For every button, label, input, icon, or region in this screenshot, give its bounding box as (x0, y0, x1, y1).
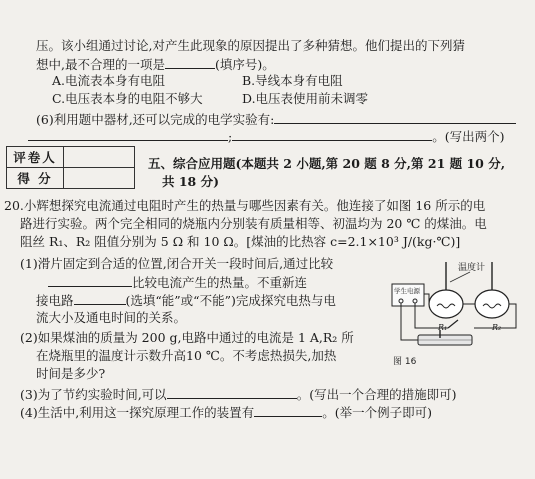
q20-p1-blank-2[interactable] (74, 292, 126, 305)
q20-intro-1: 20.小辉想探究电流通过电阻时产生的热量与哪些因素有关。他连接了如图 16 所示的电 (4, 198, 486, 213)
flask-2 (475, 290, 509, 318)
q20-p4-text: (4)生活中,利用这一探究原理工作的装置有 (20, 405, 255, 420)
q6-blank-2[interactable] (28, 128, 228, 141)
score-label: 得 分 (7, 168, 64, 189)
q20-p1-line2 (48, 274, 307, 291)
q19-line2-text: 想中,最不合理的一项是 (36, 57, 165, 72)
q20-p2-a: (2)如果煤油的质量为 200 g,电路中通过的电流是 1 A,R₂ 所 (20, 330, 354, 345)
flask-1 (429, 290, 463, 318)
q20-p3-hint: 。(写出一个合理的措施即可) (296, 387, 457, 402)
q20-p4 (20, 404, 432, 421)
q20-p1-b: 比较电流产生的热量。不重新连 (132, 275, 308, 290)
r1-label: R₁ (438, 323, 448, 332)
q6-semicolon: ; (228, 129, 233, 144)
q6-hint: 。(写出两个) (432, 129, 505, 144)
option-d: D.电压表使用前未调零 (242, 91, 369, 106)
q20-p3 (20, 386, 456, 403)
q6-blank-1[interactable] (274, 111, 516, 124)
q20-p1-line3 (36, 292, 336, 309)
score-cell[interactable] (64, 168, 135, 189)
q20-p3-text: (3)为了节约实验时间,可以 (20, 387, 167, 402)
option-c: C.电压表本身的电阻不够大 (52, 91, 203, 106)
score-table (6, 146, 135, 189)
power-supply-label: 学生电源 (394, 287, 420, 295)
r2-label: R₂ (492, 323, 502, 332)
q20-p3-blank[interactable] (167, 386, 297, 399)
q6-line1 (36, 111, 516, 128)
q20-p1-a: (1)滑片固定到合适的位置,闭合开关一段时间后,通过比较 (20, 256, 334, 271)
section-title-line2: 共 18 分) (162, 174, 220, 189)
reviewer-label: 评卷人 (7, 147, 64, 168)
q20-p4-hint: 。(举一个例子即可) (322, 405, 432, 420)
q20-p1-blank-1[interactable] (48, 274, 132, 287)
circuit-diagram (388, 258, 533, 373)
q6-text: (6)利用题中器材,还可以完成的电学实验有: (36, 112, 275, 127)
q20-p1-d: (选填“能”或“不能”)完成探究电热与电 (125, 293, 336, 308)
q20-p1-c: 接电路 (36, 293, 74, 308)
q20-p2-c: 时间是多少? (36, 366, 106, 381)
q19-line2-hint: (填序号)。 (214, 57, 275, 72)
q19-line2 (36, 56, 275, 73)
section-title-line1: 五、综合应用题(本题共 2 小题,第 20 题 8 分,第 21 题 10 分, (148, 156, 506, 171)
figure-caption: 图 16 (393, 357, 417, 367)
reviewer-cell[interactable] (64, 147, 135, 168)
thermometer-label: 温度计 (458, 263, 486, 273)
wire-1 (424, 294, 429, 304)
thermometer-leader (450, 272, 470, 282)
q20-intro-3: 阻丝 R₁、R₂ 阻值分别为 5 Ω 和 10 Ω。[煤油的比热容 c=2.1×10³ J/(kg·℃)] (20, 234, 461, 249)
q20-intro-2: 路进行实验。两个完全相同的烧瓶内分别装有质量相等、初温均为 20 ℃ 的煤油。电 (20, 216, 487, 231)
q6-blank-3[interactable] (232, 128, 432, 141)
switch-lever (448, 320, 458, 328)
q20-p2-b: 在烧瓶里的温度计示数升高10 ℃。不考虑热损失,加热 (36, 348, 337, 363)
option-b: B.导线本身有电阻 (242, 73, 343, 88)
q20-p4-blank[interactable] (254, 404, 322, 417)
option-a: A.电流表本身有电阻 (52, 73, 166, 88)
q20-p1-e: 流大小及通电时间的关系。 (36, 310, 187, 325)
figure-16 (388, 258, 533, 373)
q19-line1: 压。该小组通过讨论,对产生此现象的原因提出了多种猜想。他们提出的下列猜 (36, 38, 465, 53)
q19-answer-blank[interactable] (165, 56, 215, 69)
q6-line2 (28, 128, 504, 145)
